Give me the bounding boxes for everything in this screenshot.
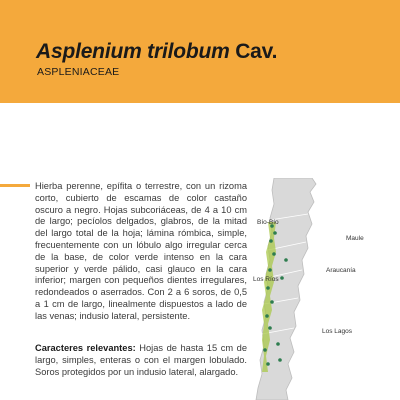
relevant-text: Hojas de hasta 15 cm de largo, simples, enteras o con el margen lobulado. Soros protegidos por un indusio lateral, alargado. bbox=[35, 343, 247, 377]
distribution-map bbox=[252, 178, 400, 400]
map-label-los-lagos: Los Lagos bbox=[322, 328, 352, 335]
species-description: Hierba perenne, epífita o terrestre, con un rizoma corto, cubierto de escamas de color castaño oscuro a negro. Hojas subcoriáceas, de 4 a 10 cm de largo; pecíolos delgados, glabros, de la mitad del largo total de la hoja; lámina rómbica, simple, frecuentemente con un lóbulo algo irregular cerca de la base, de color verde intenso en la cara superior y verde pálido, casi glauco en la cara inferior; margen con pequeños dientes irregulares, redondeados o aserrados. Con 2 a 6 soros, de 0,5 a 1 cm de largo, linealmente dispuestos a lado de las venas; indusio lateral, persistente. bbox=[35, 181, 247, 321]
record-dot bbox=[263, 348, 267, 352]
family-name: ASPLENIACEAE bbox=[37, 66, 120, 78]
map-label-los-rios: Los Ríos bbox=[253, 276, 279, 283]
record-dot bbox=[266, 362, 270, 366]
record-dot bbox=[284, 258, 288, 262]
scientific-name: Asplenium trilobum bbox=[36, 40, 230, 63]
record-dot bbox=[276, 342, 280, 346]
author-name: Cav. bbox=[229, 40, 278, 63]
map-label-maule: Maule bbox=[346, 235, 364, 242]
record-dot bbox=[278, 358, 282, 362]
relevant-characters bbox=[35, 343, 247, 378]
record-dot bbox=[273, 231, 277, 235]
map-label-biobio: Bío-Bío bbox=[257, 219, 279, 226]
species-header bbox=[0, 0, 400, 103]
record-dot bbox=[280, 276, 284, 280]
record-dot bbox=[266, 286, 270, 290]
record-dot bbox=[268, 326, 272, 330]
section-accent-bar bbox=[0, 184, 30, 187]
chile-map-svg bbox=[252, 178, 400, 400]
record-dot bbox=[265, 314, 269, 318]
species-title bbox=[36, 40, 277, 64]
record-dot bbox=[272, 252, 276, 256]
record-dot bbox=[270, 300, 274, 304]
record-dot bbox=[269, 239, 273, 243]
relevant-label: Caracteres relevantes: bbox=[35, 343, 136, 353]
record-dot bbox=[268, 268, 272, 272]
map-label-araucania: Araucanía bbox=[326, 267, 356, 274]
